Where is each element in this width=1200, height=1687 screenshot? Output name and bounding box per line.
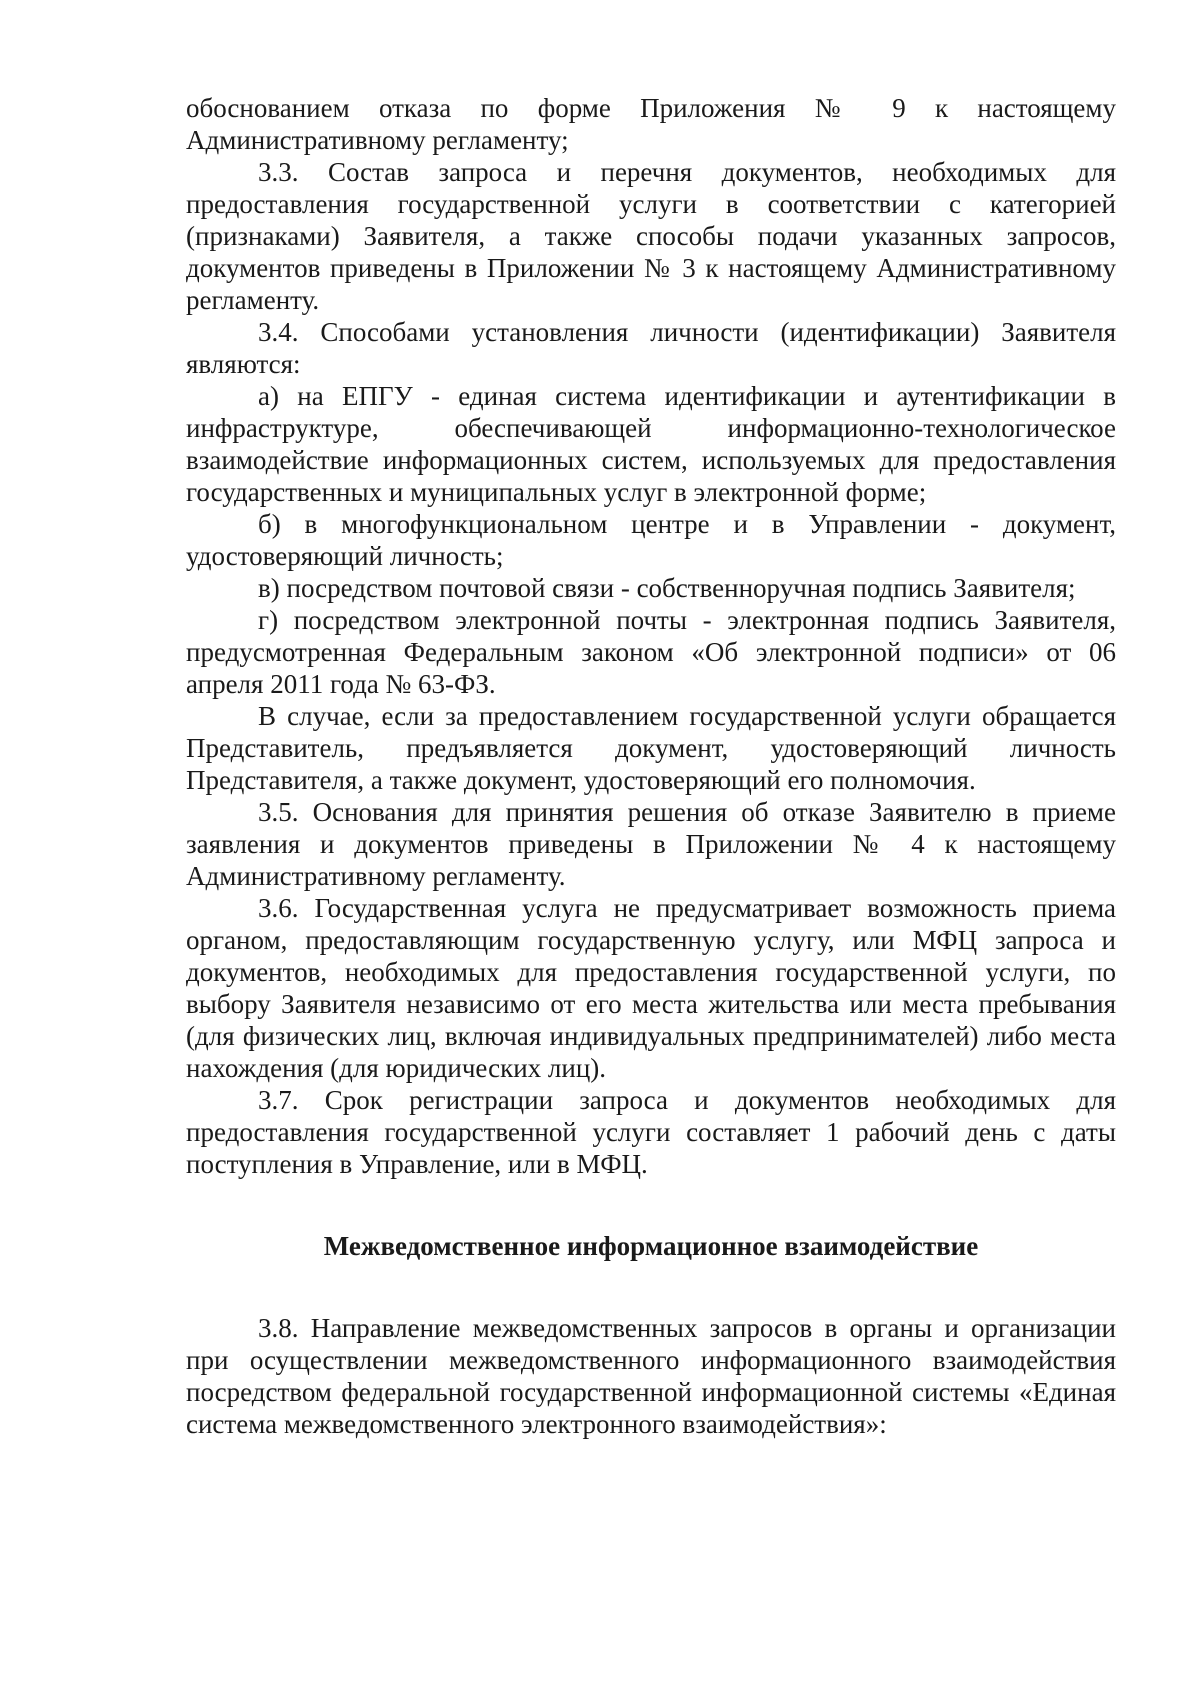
- paragraph-3-4-g: г) посредством электронной почты - электронная подпись Заявителя, предусмотренная Федеральным законом «Об электронной подписи» от 06 апреля 2011 года № 63-ФЗ.: [186, 605, 1116, 699]
- paragraph-3-3: 3.3. Состав запроса и перечня документов, необходимых для предоставления государственной услуги в соответствии с категорией (признаками) Заявителя, а также способы подачи указанных запросов, документов приведены в Приложении № 3 к настоящему Административному регламенту.: [186, 157, 1116, 315]
- paragraph-3-4-v: в) посредством почтовой связи - собственноручная подпись Заявителя;: [258, 573, 1076, 603]
- paragraph-3-7: 3.7. Срок регистрации запроса и документов необходимых для предоставления государственной услуги составляет 1 рабочий день с даты поступления в Управление, или в МФЦ.: [186, 1085, 1116, 1179]
- document-page: [186, 92, 1116, 1440]
- paragraph-representative: В случае, если за предоставлением государственной услуги обращается Представитель, предъявляется документ, удостоверяющий личность Представителя, а также документ, удостоверяющий его полномочия.: [186, 701, 1116, 795]
- paragraph-3-4-a: а) на ЕПГУ - единая система идентификации и аутентификации в инфраструктуре, обеспечивающей информационно-технологическое взаимодействие информационных систем, используемых для предоставления государственных и муниципальных услуг в электронной форме;: [186, 381, 1116, 507]
- paragraph-3-5: 3.5. Основания для принятия решения об отказе Заявителю в приеме заявления и документов приведены в Приложении № 4 к настоящему Административному регламенту.: [186, 797, 1116, 891]
- paragraph-3-8: 3.8. Направление межведомственных запросов в органы и организации при осуществлении межведомственного информационного взаимодействия посредством федеральной государственной информационной системы «Единая система межведомственного электронного взаимодействия»:: [186, 1313, 1116, 1439]
- paragraph-3-4: 3.4. Способами установления личности (идентификации) Заявителя являются:: [186, 317, 1116, 379]
- paragraph-refusal-form: обоснованием отказа по форме Приложения № 9 к настоящему Административному регламенту;: [186, 93, 1116, 155]
- paragraph-3-6: 3.6. Государственная услуга не предусматривает возможность приема органом, предоставляющим государственную услугу, или МФЦ запроса и документов, необходимых для предоставления государственной услуги, по выбору Заявителя независимо от его места жительства или места пребывания (для физических лиц, включая индивидуальных предпринимателей) либо места нахождения (для юридических лиц).: [186, 893, 1116, 1083]
- paragraph-3-4-b: б) в многофункциональном центре и в Управлении - документ, удостоверяющий личность;: [186, 509, 1116, 571]
- section-heading: Межведомственное информационное взаимодействие: [323, 1231, 979, 1261]
